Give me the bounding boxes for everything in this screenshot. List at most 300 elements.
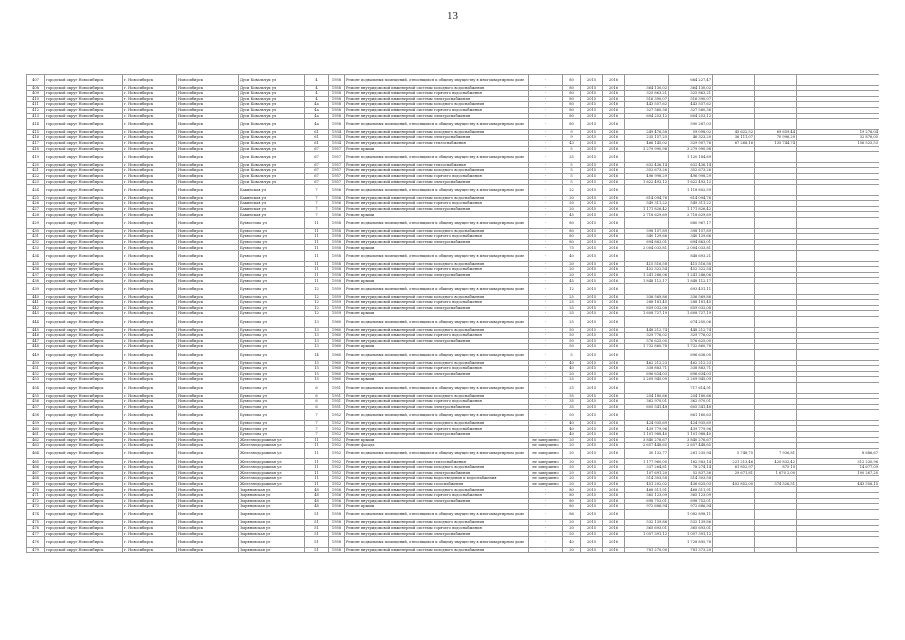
cell-cost: 466 145,02 (625, 140, 669, 146)
cell-district: городской округ Новосибирск (45, 410, 123, 421)
cell-total: 2 004 033,81 (669, 245, 713, 251)
cell-total: 288 181,45 (669, 300, 713, 306)
cell-work-type: Ремонт крыши (345, 278, 529, 284)
cell-quantity: 40 (563, 366, 581, 372)
cell-work-type: Ремонт фасада (345, 443, 529, 449)
cell-district: городской округ Новосибирск (45, 371, 123, 377)
cell-quantity: 22 (563, 185, 581, 196)
cell-total: 365 123,09 (669, 493, 713, 499)
cell-house: 15 (305, 371, 329, 377)
cell-city: г. Новосибирск (123, 349, 177, 360)
cell-number: 437 (27, 272, 45, 278)
cell-year: 1958 (329, 239, 345, 245)
cell-year: 1958 (329, 119, 345, 130)
cell-district: городской округ Новосибирск (45, 102, 123, 108)
cell-district: городской округ Новосибирск (45, 481, 123, 487)
cell-total: 254 180,66 (669, 393, 713, 399)
cell-total: 664 227,47 (669, 75, 713, 86)
cell-year-end: 2016 (603, 437, 625, 443)
cell-district: городской округ Новосибирск (45, 465, 123, 471)
cell-fund-3: 443 556,15 (797, 481, 880, 487)
cell-number: 429 (27, 218, 45, 229)
cell-work-type: Ремонт внутридомовой инженерной системы холодного водоснабжения (345, 465, 529, 471)
cell-district: городской округ Новосибирск (45, 459, 123, 465)
cell-total: 496 998,29 (669, 173, 713, 179)
cell-fund-3 (797, 284, 880, 295)
cell-street: Бухвостова ул (239, 377, 305, 383)
cell-quantity: 80 (563, 119, 581, 130)
cell-total: 632 436,14 (669, 162, 713, 168)
cell-year: 1958 (329, 75, 345, 86)
cell-cost (625, 349, 669, 360)
cell-total: 604 253,12 (669, 113, 713, 119)
cell-street: Дуси Ковальчук ул (239, 162, 305, 168)
cell-status: - (529, 316, 563, 327)
cell-work-type: Ремонт внутридомовой инженерной системы водоотведения и водоснабжения (345, 476, 529, 482)
cell-status: не завершено (529, 448, 563, 459)
cell-municipality: Новосибирск (177, 399, 239, 405)
cell-work-type: Ремонт внутридомовой инженерной системы теплоснабжения (345, 140, 529, 146)
cell-district: городской округ Новосибирск (45, 487, 123, 493)
cell-total: 1 120 184,89 (669, 152, 713, 163)
cell-municipality: Новосибирск (177, 476, 239, 482)
cell-district: городской округ Новосибирск (45, 305, 123, 311)
cell-municipality: Новосибирск (177, 493, 239, 499)
cell-year-start: 2015 (581, 459, 603, 465)
table-row (27, 537, 880, 548)
cell-status: - (529, 195, 563, 201)
cell-house: 11 (305, 267, 329, 273)
cell-municipality: Новосибирск (177, 547, 239, 553)
cell-street: Дуси Ковальчук ул (239, 140, 305, 146)
cell-year: 1957 (329, 162, 345, 168)
cell-street: Бухвостова ул (239, 410, 305, 421)
table-row (27, 119, 880, 130)
cell-year: 1958 (329, 96, 345, 102)
cell-work-type: Ремонт внутридомовой инженерной системы горячего водоснабжения (345, 366, 529, 372)
cell-district: городской округ Новосибирск (45, 377, 123, 383)
cell-total: 1 118 802,59 (669, 185, 713, 196)
cell-municipality: Новосибирск (177, 459, 239, 465)
cell-fund-2: 875 10 (755, 465, 797, 471)
cell-street: Бакинская ул (239, 212, 305, 218)
cell-year: 1951 (329, 382, 345, 393)
cell-city: г. Новосибирск (123, 162, 177, 168)
cell-year-end: 2016 (603, 294, 625, 300)
cell-work-type: Ремонт внутридомовой инженерной системы электроснабжения (345, 96, 529, 102)
cell-quantity: 20 (563, 206, 581, 212)
cell-fund-1: 61 852,97 (713, 465, 755, 471)
cell-work-type: Ремонт крыши (345, 437, 529, 443)
cell-year-start: 2015 (581, 245, 603, 251)
cell-quantity: 20 (563, 272, 581, 278)
cell-number: 438 (27, 278, 45, 284)
cell-year: 1958 (329, 547, 345, 553)
cell-city: г. Новосибирск (123, 267, 177, 273)
cell-year-end: 2016 (603, 206, 625, 212)
cell-work-type: Ремонт внутридомовой инженерной системы горячего водоснабжения (345, 234, 529, 240)
cell-fund-3: 100 267,20 (797, 470, 880, 476)
cell-district: городской округ Новосибирск (45, 404, 123, 410)
cell-year: 1957 (329, 146, 345, 152)
cell-status: - (529, 531, 563, 537)
cell-municipality: Новосибирск (177, 366, 239, 372)
cell-total: 590 287,03 (669, 119, 713, 130)
cell-street: Зыряновская ул (239, 520, 305, 526)
cell-year-end: 2016 (603, 344, 625, 350)
cell-status: не завершено (529, 481, 563, 487)
cell-fund-2 (755, 284, 797, 295)
cell-city: г. Новосибирск (123, 493, 177, 499)
cell-total: 532 139,86 (669, 520, 713, 526)
cell-year-end: 2016 (603, 212, 625, 218)
cell-year: 1957 (329, 168, 345, 174)
cell-year: 1956 (329, 201, 345, 207)
cell-year-start: 2015 (581, 278, 603, 284)
cell-municipality: Новосибирск (177, 212, 239, 218)
cell-cost: 605 541,48 (625, 404, 669, 410)
cell-municipality: Новосибирск (177, 284, 239, 295)
cell-street: Бухвостова ул (239, 311, 305, 317)
cell-status: - (529, 410, 563, 421)
cell-cost: 30 132,77 (625, 448, 669, 459)
cell-year-start: 2015 (581, 382, 603, 393)
cell-year-end: 2016 (603, 75, 625, 86)
cell-year-end: 2016 (603, 327, 625, 333)
cell-total: 972 686,94 (669, 504, 713, 510)
cell-house: 11 (305, 228, 329, 234)
cell-year-end: 2016 (603, 525, 625, 531)
cell-total: 329 907,76 (669, 140, 713, 146)
cell-cost: 696 634,03 (625, 371, 669, 377)
cell-city: г. Новосибирск (123, 520, 177, 526)
cell-street: Дуси Ковальчук ул (239, 152, 305, 163)
cell-total: 3 840 276,67 (669, 437, 713, 443)
cell-year-start: 2015 (581, 96, 603, 102)
cell-year: 1956 (329, 504, 345, 510)
cell-street: Бухвостова ул (239, 294, 305, 300)
cell-year-start: 2015 (581, 399, 603, 405)
cell-work-type: Ремонт внутридомовой инженерной системы горячего водоснабжения (345, 173, 529, 179)
cell-year-start: 2015 (581, 537, 603, 548)
cell-fund-1 (713, 152, 755, 163)
cell-cost: 1 608 727,19 (625, 311, 669, 317)
cell-year: 1934 (329, 140, 345, 146)
cell-year-start: 2015 (581, 212, 603, 218)
cell-year-end: 2016 (603, 504, 625, 510)
cell-district: городской округ Новосибирск (45, 399, 123, 405)
cell-number: 417 (27, 140, 45, 146)
cell-total: 576 625,00 (669, 338, 713, 344)
cell-year: 1958 (329, 251, 345, 262)
cell-municipality: Новосибирск (177, 85, 239, 91)
cell-house: 7 (305, 212, 329, 218)
cell-municipality: Новосибирск (177, 168, 239, 174)
cell-city: г. Новосибирск (123, 228, 177, 234)
cell-year: 1952 (329, 459, 345, 465)
cell-street: Железнодорожная ул (239, 481, 305, 487)
cell-number: 477 (27, 531, 45, 537)
table-row (27, 75, 880, 86)
cell-total: 1 732 860,78 (669, 344, 713, 350)
cell-house: 6 (305, 399, 329, 405)
cell-street: Бакинская ул (239, 195, 305, 201)
cell-work-type: Ремонт внутридомовой инженерной системы горячего водоснабжения (345, 107, 529, 113)
cell-quantity: 80 (563, 96, 581, 102)
cell-district: городской округ Новосибирск (45, 344, 123, 350)
cell-cost: 462 212,23 (625, 360, 669, 366)
cell-city: г. Новосибирск (123, 448, 177, 459)
cell-year: 1952 (329, 410, 345, 421)
cell-work-type: Ремонт крыши (345, 146, 529, 152)
cell-district: городской округ Новосибирск (45, 284, 123, 295)
cell-status: - (529, 146, 563, 152)
cell-fund-2 (755, 119, 797, 130)
cell-street: Зыряновская ул (239, 525, 305, 531)
cell-work-type: Ремонт внутридомовой инженерной системы холодного водоснабжения (345, 168, 529, 174)
cell-status: - (529, 420, 563, 426)
cell-street: Бухвостова ул (239, 360, 305, 366)
cell-quantity: 25 (563, 377, 581, 383)
cell-status: - (529, 228, 563, 234)
cell-year-start: 2015 (581, 470, 603, 476)
cell-number: 439 (27, 284, 45, 295)
cell-year-end: 2016 (603, 146, 625, 152)
cell-fund-2 (755, 218, 797, 229)
cell-cost: 632 436,14 (625, 162, 669, 168)
cell-work-type: Ремонт внутридомовой инженерной системы холодного водоснабжения (345, 393, 529, 399)
cell-fund-3 (797, 547, 880, 553)
cell-status: - (529, 102, 563, 108)
cell-municipality: Новосибирск (177, 393, 239, 399)
cell-year: 1959 (329, 284, 345, 295)
cell-number: 461 (27, 432, 45, 438)
cell-year-start: 2015 (581, 448, 603, 459)
cell-cost: 3 279 990,98 (625, 146, 669, 152)
cell-number: 459 (27, 420, 45, 426)
cell-total: 468 511,91 (669, 487, 713, 493)
cell-district: городской округ Новосибирск (45, 382, 123, 393)
cell-fund-2: 135 744,74 (755, 140, 797, 146)
cell-total: 325 863,21 (669, 91, 713, 97)
cell-work-type: Ремонт внутридомовой инженерной системы горячего водоснабжения (345, 201, 529, 207)
cell-cost: 254 180,66 (625, 393, 669, 399)
cell-city: г. Новосибирск (123, 201, 177, 207)
cell-municipality: Новосибирск (177, 470, 239, 476)
cell-quantity: 5 (563, 173, 581, 179)
cell-year-end: 2016 (603, 91, 625, 97)
cell-year-end: 2016 (603, 509, 625, 520)
cell-cost: 1 732 860,78 (625, 344, 669, 350)
cell-number: 458 (27, 410, 45, 421)
cell-year-start: 2015 (581, 173, 603, 179)
cell-year-start: 2015 (581, 333, 603, 339)
cell-number: 475 (27, 520, 45, 526)
cell-number: 412 (27, 107, 45, 113)
cell-house: 67 (305, 146, 329, 152)
cell-year-start: 2015 (581, 349, 603, 360)
cell-status: - (529, 327, 563, 333)
cell-fund-2 (755, 152, 797, 163)
cell-house: 67 (305, 152, 329, 163)
cell-cost (625, 284, 669, 295)
cell-street: Бухвостова ул (239, 404, 305, 410)
cell-work-type: Ремонт внутридомовой инженерной системы электроснабжения (345, 432, 529, 438)
cell-municipality: Новосибирск (177, 239, 239, 245)
cell-work-type: Ремонт подвальных помещений, относящихся к общему имуществу в многоквартирном доме (345, 448, 529, 459)
cell-city: г. Новосибирск (123, 294, 177, 300)
cell-house: 11 (305, 443, 329, 449)
cell-year-end: 2016 (603, 493, 625, 499)
cell-municipality: Новосибирск (177, 245, 239, 251)
cell-fund-3 (797, 218, 880, 229)
cell-year-start: 2015 (581, 525, 603, 531)
cell-total: 352 673,26 (669, 168, 713, 174)
cell-number: 443 (27, 311, 45, 317)
cell-city: г. Новосибирск (123, 333, 177, 339)
cell-year-end: 2016 (603, 96, 625, 102)
cell-year-start: 2015 (581, 377, 603, 383)
cell-municipality: Новосибирск (177, 311, 239, 317)
cell-status: - (529, 333, 563, 339)
cell-total: 674 250,06 (669, 316, 713, 327)
cell-city: г. Новосибирск (123, 251, 177, 262)
cell-work-type: Ремонт подвальных помещений, относящихся к общему имуществу в многоквартирном доме (345, 382, 529, 393)
cell-house: 11 (305, 481, 329, 487)
cell-house: 11 (305, 465, 329, 471)
cell-city: г. Новосибирск (123, 185, 177, 196)
cell-fund-2 (755, 316, 797, 327)
cell-street: Бакинская ул (239, 201, 305, 207)
cell-district: городской округ Новосибирск (45, 140, 123, 146)
cell-house: 4 (305, 75, 329, 86)
cell-number: 440 (27, 294, 45, 300)
cell-work-type: Ремонт внутридомовой инженерной системы холодного водоснабжения (345, 195, 529, 201)
cell-fund-1 (713, 509, 755, 520)
cell-cost: 468 511,91 (625, 487, 669, 493)
cell-street: Дуси Ковальчук ул (239, 129, 305, 135)
cell-work-type: Ремонт внутридомовой инженерной системы электроснабжения (345, 498, 529, 504)
cell-quantity: 80 (563, 498, 581, 504)
cell-house: 61 (305, 140, 329, 146)
cell-district: городской округ Новосибирск (45, 520, 123, 526)
cell-year-end: 2016 (603, 316, 625, 327)
cell-status: - (529, 135, 563, 141)
cell-year-start: 2015 (581, 129, 603, 135)
cell-number: 421 (27, 168, 45, 174)
cell-house: 67 (305, 168, 329, 174)
cell-quantity: 50 (563, 338, 581, 344)
cell-quantity: 50 (563, 327, 581, 333)
cell-house: 51 (305, 537, 329, 548)
cell-district: городской округ Новосибирск (45, 531, 123, 537)
cell-work-type: Ремонт внутридомовой инженерной системы электроснабжения (345, 272, 529, 278)
cell-district: городской округ Новосибирск (45, 316, 123, 327)
cell-fund-1 (713, 537, 755, 548)
cell-cost (625, 509, 669, 520)
cell-street: Бухвостова ул (239, 261, 305, 267)
cell-municipality: Новосибирск (177, 267, 239, 273)
cell-year-start: 2015 (581, 146, 603, 152)
cell-street: Бухвостова ул (239, 349, 305, 360)
cell-work-type: Ремонт внутридомовой инженерной системы горячего водоснабжения (345, 525, 529, 531)
cell-house: 11 (305, 437, 329, 443)
cell-city: г. Новосибирск (123, 239, 177, 245)
cell-cost: 2 209 945,09 (625, 377, 669, 383)
cell-quantity: 80 (563, 85, 581, 91)
cell-fund-2 (755, 349, 797, 360)
cell-district: городской округ Новосибирск (45, 349, 123, 360)
cell-year-end: 2016 (603, 531, 625, 537)
cell-year-start: 2015 (581, 261, 603, 267)
cell-quantity: 35 (563, 399, 581, 405)
cell-year-end: 2016 (603, 360, 625, 366)
cell-district: городской округ Новосибирск (45, 448, 123, 459)
cell-quantity: 5 (563, 146, 581, 152)
cell-year: 1952 (329, 448, 345, 459)
cell-year-end: 2016 (603, 140, 625, 146)
cell-district: городской округ Новосибирск (45, 525, 123, 531)
cell-status: - (529, 360, 563, 366)
cell-year-end: 2016 (603, 239, 625, 245)
cell-street: Зыряновская ул (239, 493, 305, 499)
cell-work-type: Ремонт внутридомовой инженерной системы холодного водоснабжения (345, 487, 529, 493)
cell-house: 13 (305, 327, 329, 333)
cell-cost: 1 101 988,40 (625, 432, 669, 438)
cell-quantity: 20 (563, 525, 581, 531)
cell-number: 420 (27, 162, 45, 168)
cell-year-start: 2015 (581, 206, 603, 212)
cell-house: 61 (305, 135, 329, 141)
cell-status: - (529, 251, 563, 262)
cell-house: 48 (305, 498, 329, 504)
cell-municipality: Новосибирск (177, 316, 239, 327)
cell-quantity: 40 (563, 432, 581, 438)
cell-municipality: Новосибирск (177, 234, 239, 240)
cell-work-type: Ремонт подвальных помещений, относящихся к общему имуществу в многоквартирном доме (345, 316, 529, 327)
cell-year-start: 2015 (581, 294, 603, 300)
cell-year-start: 2015 (581, 135, 603, 141)
cell-cost: 439 779,96 (625, 426, 669, 432)
cell-total: 2 718 629,69 (669, 212, 713, 218)
cell-work-type: Ремонт подвальных помещений, относящихся к общему имуществу в многоквартирном доме (345, 218, 529, 229)
cell-total: 659 032,08 (669, 305, 713, 311)
cell-house: 15 (305, 360, 329, 366)
cell-year: 1958 (329, 113, 345, 119)
cell-year: 1956 (329, 185, 345, 196)
cell-city: г. Новосибирск (123, 75, 177, 86)
cell-municipality: Новосибирск (177, 162, 239, 168)
cell-district: городской округ Новосибирск (45, 537, 123, 548)
table-row (27, 152, 880, 163)
cell-quantity: 20 (563, 371, 581, 377)
cell-cost: 249 476,58 (625, 129, 669, 135)
cell-year-end: 2016 (603, 119, 625, 130)
cell-total: 1 082 898,11 (669, 509, 713, 520)
cell-number: 451 (27, 366, 45, 372)
cell-total: 338 883,71 (669, 366, 713, 372)
cell-number: 452 (27, 371, 45, 377)
cell-quantity: 20 (563, 459, 581, 465)
cell-street: Железнодорожная ул (239, 476, 305, 482)
cell-district: городской округ Новосибирск (45, 218, 123, 229)
cell-municipality: Новосибирск (177, 251, 239, 262)
cell-street: Дуси Ковальчук ул (239, 96, 305, 102)
cell-city: г. Новосибирск (123, 476, 177, 482)
cell-city: г. Новосибирск (123, 531, 177, 537)
cell-street: Бухвостова ул (239, 278, 305, 284)
cell-fund-1: 36 111,07 (713, 135, 755, 141)
